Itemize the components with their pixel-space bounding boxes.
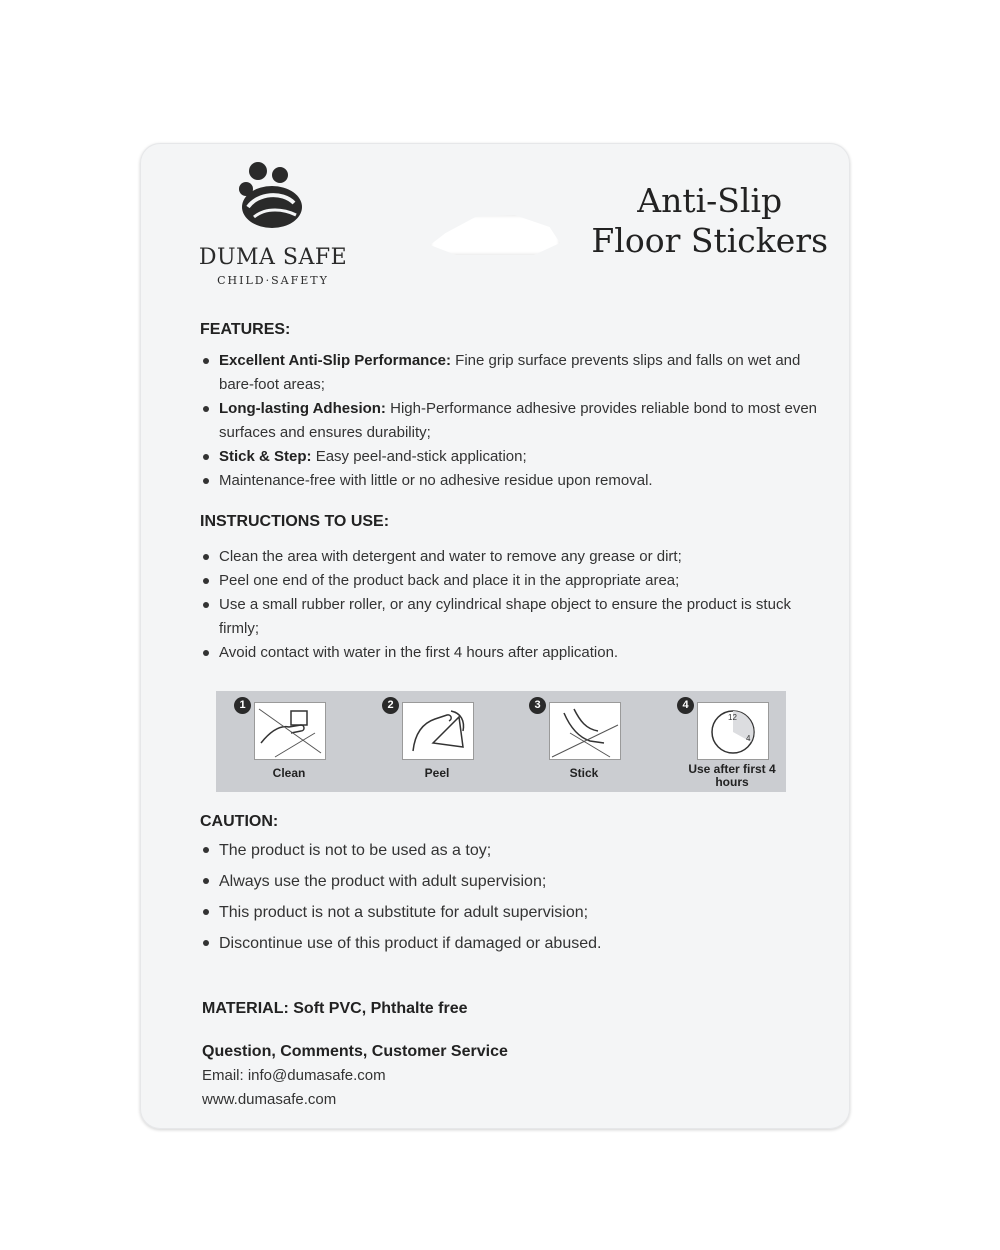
list-item: Excellent Anti-Slip Performance: Fine grip surface prevents slips and falls on wet and bare-foot areas; xyxy=(200,349,820,397)
material-text: MATERIAL: Soft PVC, Phthalte free xyxy=(202,1000,468,1017)
list-item: Avoid contact with water in the first 4 hours after application. xyxy=(200,641,820,665)
list-item: Clean the area with detergent and water to remove any grease or dirt; xyxy=(200,545,820,569)
step-label: Clean xyxy=(272,766,306,780)
product-title xyxy=(591,181,828,260)
contact-website: www.dumasafe.com xyxy=(202,1091,337,1108)
step-label: Peel xyxy=(424,766,450,780)
step-peel xyxy=(382,697,492,789)
step-number: 3 xyxy=(529,697,546,714)
contact-block xyxy=(202,1040,508,1112)
list-item: Discontinue use of this product if damaged or abused. xyxy=(200,928,820,959)
step-stick xyxy=(529,697,639,789)
steps-panel xyxy=(216,691,786,792)
contact-title: Question, Comments, Customer Service xyxy=(202,1043,508,1060)
brand-name: DUMA SAFE xyxy=(198,245,348,270)
caution-heading: CAUTION: xyxy=(200,813,279,830)
clean-hand-icon xyxy=(254,702,326,760)
instructions-section xyxy=(200,513,820,665)
list-item: Use a small rubber roller, or any cylindrical shape object to ensure the product is stuck firmly; xyxy=(200,593,820,641)
title-line-1: Anti-Slip xyxy=(637,181,783,220)
clock-icon xyxy=(697,702,769,760)
step-label: Use after first 4 hours xyxy=(688,762,776,789)
list-item: Stick & Step: Easy peel-and-stick application; xyxy=(200,445,820,469)
instructions-list xyxy=(200,545,820,665)
step-number: 4 xyxy=(677,697,694,714)
clock-label-4: 4 xyxy=(746,734,751,743)
list-item: Peel one end of the product back and place it in the appropriate area; xyxy=(200,569,820,593)
title-line-2: Floor Stickers xyxy=(591,220,828,260)
list-item: Maintenance-free with little or no adhesive residue upon removal. xyxy=(200,469,820,493)
hang-hole xyxy=(430,215,560,255)
instructions-heading: INSTRUCTIONS TO USE: xyxy=(200,513,390,530)
list-item: Always use the product with adult supervision; xyxy=(200,866,820,897)
list-item: This product is not a substitute for adult supervision; xyxy=(200,897,820,928)
step-label: Stick xyxy=(569,766,599,780)
contact-email: Email: info@dumasafe.com xyxy=(202,1067,386,1084)
step-wait xyxy=(677,697,787,789)
caution-section xyxy=(200,813,820,959)
features-section xyxy=(200,321,820,493)
step-clean xyxy=(234,697,344,789)
peel-hand-icon xyxy=(402,702,474,760)
list-item: Long-lasting Adhesion: High-Performance adhesive provides reliable bond to most even surfaces and ensures durability; xyxy=(200,397,820,445)
clock-label-12: 12 xyxy=(728,713,737,722)
features-heading: FEATURES: xyxy=(200,321,291,338)
stick-hand-icon xyxy=(549,702,621,760)
packaging-card xyxy=(140,143,850,1129)
caution-list xyxy=(200,835,820,959)
paw-logo-icon xyxy=(236,161,306,229)
list-item: The product is not to be used as a toy; xyxy=(200,835,820,866)
step-number: 2 xyxy=(382,697,399,714)
brand-tagline: CHILD·SAFETY xyxy=(217,274,329,287)
step-number: 1 xyxy=(234,697,251,714)
features-list xyxy=(200,349,820,493)
